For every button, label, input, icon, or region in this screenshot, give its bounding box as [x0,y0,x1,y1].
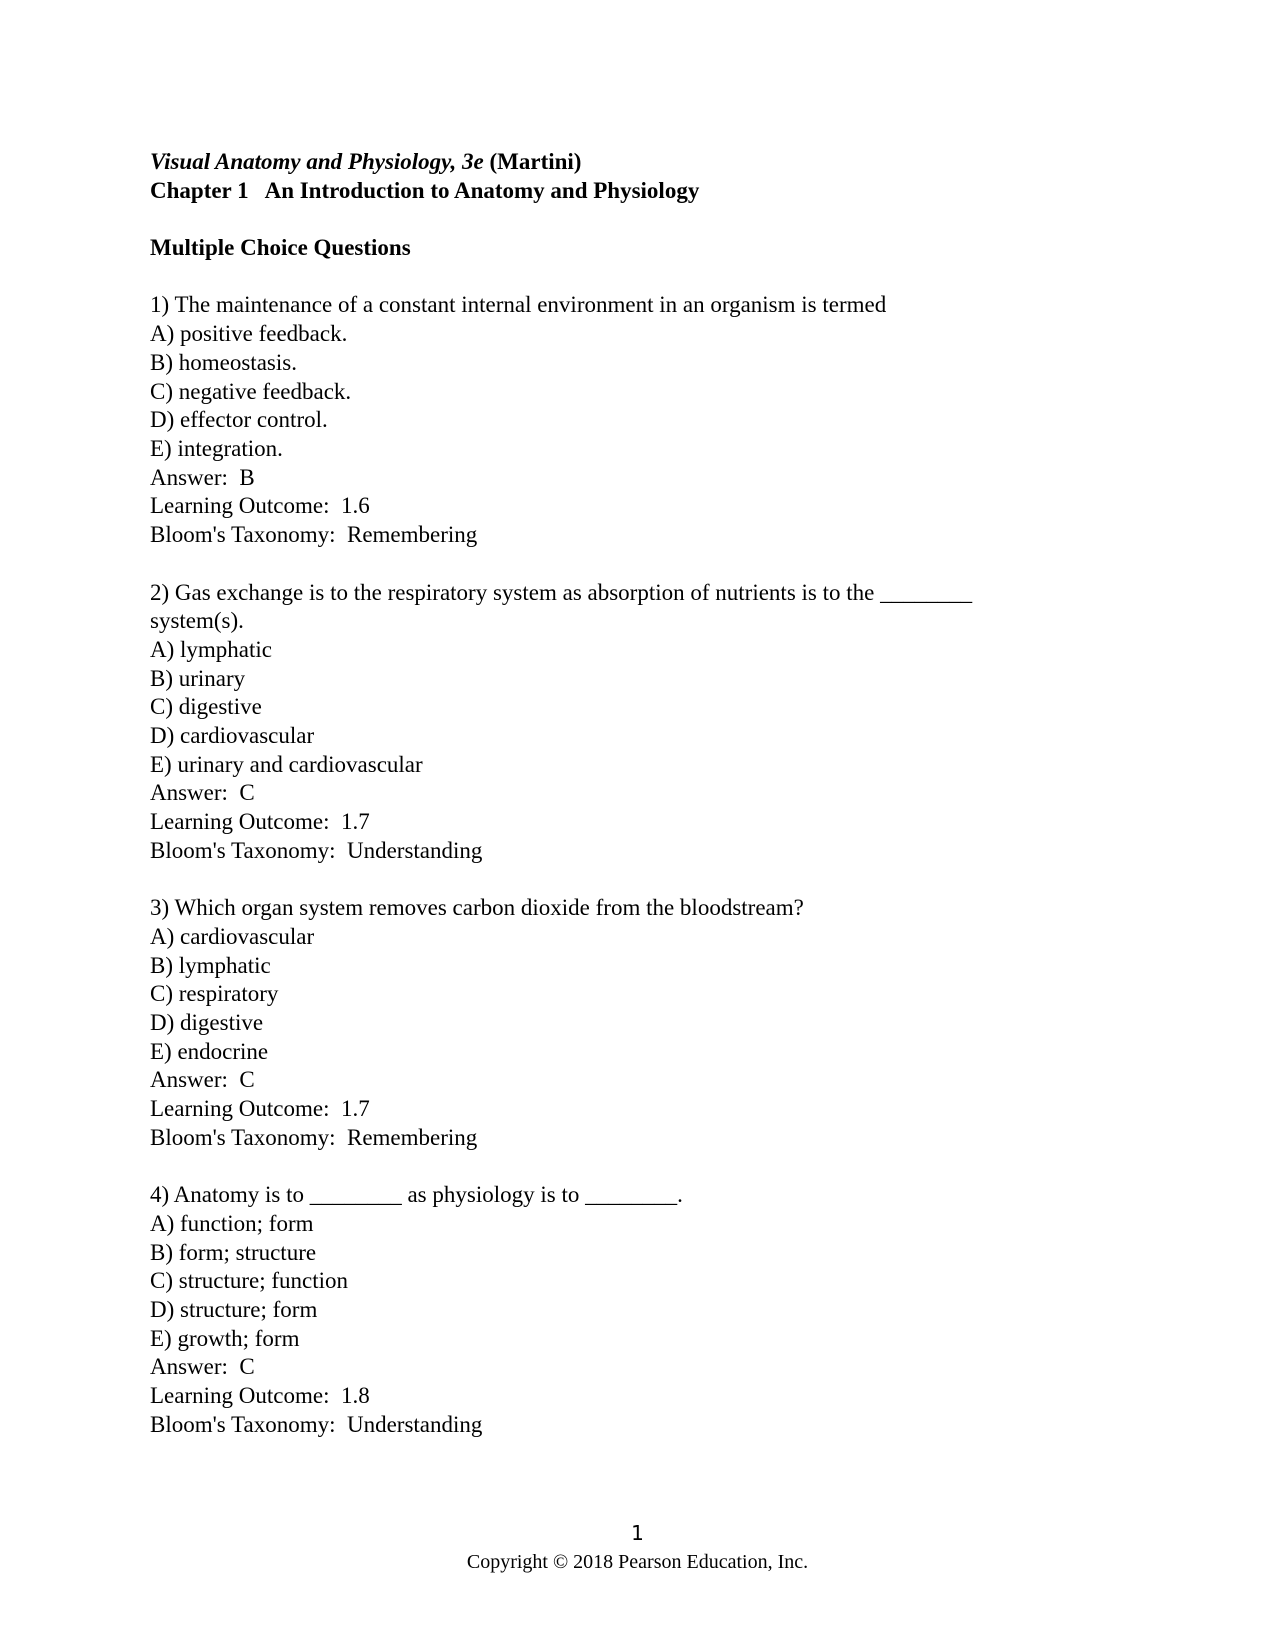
option-b: B) lymphatic [150,952,271,978]
option-e: E) growth; form [150,1325,300,1351]
question-4 [150,1181,1150,1439]
option-a: A) function; form [150,1210,314,1236]
question-stem: 2) Gas exchange is to the respiratory system as absorption of nutrients is to the ________ [150,579,973,605]
copyright-notice: Copyright © 2018 Pearson Education, Inc. [466,1551,809,1573]
chapter-heading: Chapter 1 An Introduction to Anatomy and Physiology [150,177,700,203]
book-author: (Martini) [489,149,582,174]
option-d: D) effector control. [150,407,328,433]
question-stem: 1) The maintenance of a constant internal environment in an organism is termed [150,292,887,318]
option-d: D) structure; form [150,1297,318,1323]
blooms-taxonomy: Bloom's Taxonomy: Remembering [150,522,478,548]
option-b: B) homeostasis. [150,349,297,375]
learning-outcome: Learning Outcome: 1.7 [150,809,370,835]
learning-outcome: Learning Outcome: 1.7 [150,1096,370,1122]
learning-outcome: Learning Outcome: 1.6 [150,493,370,519]
answer: Answer: B [150,464,255,490]
blooms-taxonomy: Bloom's Taxonomy: Understanding [150,1411,483,1437]
option-b: B) urinary [150,665,246,691]
blooms-taxonomy: Bloom's Taxonomy: Remembering [150,1124,478,1150]
option-a: A) lymphatic [150,636,272,662]
option-c: C) structure; function [150,1268,349,1294]
option-a: A) cardiovascular [150,923,315,949]
answer: Answer: C [150,780,255,806]
learning-outcome: Learning Outcome: 1.8 [150,1383,370,1409]
option-d: D) digestive [150,1010,264,1036]
question-stem-continued: system(s). [150,608,244,634]
question-stem: 4) Anatomy is to ________ as physiology is to ________. [150,1182,683,1208]
document-title [150,148,1150,177]
option-c: C) digestive [150,694,262,720]
question-stem: 3) Which organ system removes carbon dioxide from the bloodstream? [150,895,804,921]
answer: Answer: C [150,1067,255,1093]
option-e: E) urinary and cardiovascular [150,751,423,777]
option-e: E) integration. [150,436,283,461]
book-title: Visual Anatomy and Physiology, 3e [150,149,484,174]
answer: Answer: C [150,1354,255,1380]
blooms-taxonomy: Bloom's Taxonomy: Understanding [150,837,483,863]
document-page [150,148,1150,1440]
question-1 [150,291,1150,549]
option-e: E) endocrine [150,1038,269,1064]
section-heading: Multiple Choice Questions [150,235,411,261]
option-c: C) negative feedback. [150,378,352,404]
option-b: B) form; structure [150,1239,317,1265]
page-number: 1 [631,1521,644,1545]
question-3 [150,894,1150,1152]
question-2 [150,579,1150,866]
option-c: C) respiratory [150,981,279,1007]
option-d: D) cardiovascular [150,723,315,749]
option-a: A) positive feedback. [150,321,348,347]
